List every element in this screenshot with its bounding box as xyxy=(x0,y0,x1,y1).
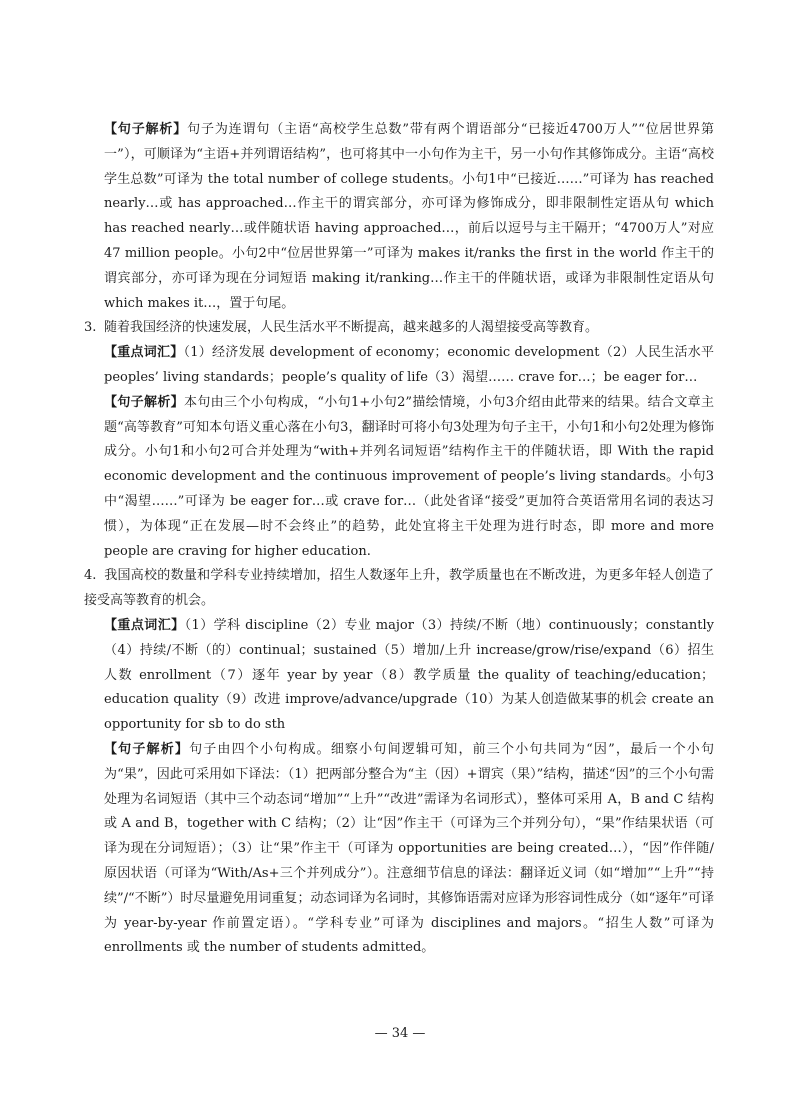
vocab-4 xyxy=(84,614,714,738)
vocab-text: （1）经济发展 development of economy；economic development（2）人民生活水平 peoples’ living standards；people’s quality of life（3）渴望…… crave for…；be eager for… xyxy=(104,345,714,385)
question-sentence: 随着我国经济的快速发展，人民生活水平不断提高，越来越多的人渴望接受高等教育。 xyxy=(104,320,599,336)
analysis-tag: 【句子解析】 xyxy=(104,122,188,137)
page-content xyxy=(84,118,714,961)
analysis-text: 本句由三个小句构成，“小句1+小句2”描绘情境，小句3介绍由此带来的结果。结合文章主题“高等教育”可知本句语义重心落在小句3，翻译时可将小句3处理为句子主干，小句1和小句2处理为修饰成分。小句1和小句2可合并处理为“with+并列名词短语”结构作主干的伴随状语，即 With the rapid economic development and the continuous improvement of people’s living standards。小句3中“渴望……”可译为 be eager for…或 crave for…（此处省译“接受”更加符合英语常用名词的表达习惯），为体现“正在发展—时不会终止”的趋势，此处宜将主干处理为进行时态，即 more and more people are craving for higher education. xyxy=(104,394,714,559)
question-number: 3. xyxy=(84,320,97,336)
analysis-4 xyxy=(84,738,714,961)
vocab-text: （1）学科 discipline（2）专业 major（3）持续/不断（地）continuously；constantly（4）持续/不断（的）continual；sustained（5）增加/上升 increase/grow/rise/expand（6）招生人数 enrollment（7）逐年 year by year（8）教学质量 the quality of teaching/education；education quality（9）改进 improve/advance/upgrade（10）为某人创造做某事的机会 create an opportunity for sb to do sth xyxy=(104,617,714,733)
vocab-tag: 【重点词汇】 xyxy=(104,617,185,633)
analysis-tag: 【句子解析】 xyxy=(104,394,184,410)
vocab-3 xyxy=(84,341,714,391)
analysis-text: 句子由四个小句构成。细察小句间逻辑可知，前三个小句共同为“因”，最后一个小句为“果”，因此可采用如下译法：（1）把两部分整合为“主（因）+谓宾（果）”结构，描述“因”的三个小句需处理为名词短语（其中三个动态词“增加”“上升”“改进”需译为名词形式），整体可采用 A，B and C 结构或 A and B，together with C 结构；（2）让“因”作主干（可译为三个并列分句），“果”作结果状语（可译为现在分词短语）；（3）让“果”作主干（可译为 opportunities are being created…），“因”作伴随/原因状语（可译为“With/As+三个并列成分”）。注意细节信息的译法：翻译近义词（如“增加”“上升”“持续”/“不断”）时尽量避免用词重复；动态词译为名词时，其修饰语需对应译为形容词性成分（如“逐年”可译为 year-by-year 作前置定语）。“学科专业”可译为 disciplines and majors。“招生人数”可译为 enrollments 或 the number of students admitted。 xyxy=(104,741,714,956)
analysis-tag: 【句子解析】 xyxy=(104,741,190,757)
question-3 xyxy=(84,316,714,341)
question-sentence: 我国高校的数量和学科专业持续增加，招生人数逐年上升，教学质量也在不断改进，为更多年轻人创造了接受高等教育的机会。 xyxy=(84,568,714,609)
vocab-tag: 【重点词汇】 xyxy=(104,345,184,361)
question-4 xyxy=(84,564,714,614)
analysis-3 xyxy=(84,391,714,565)
page-number: — 34 — xyxy=(374,1026,426,1041)
analysis-text: 句子为连谓句（主语“高校学生总数”带有两个谓语部分“已接近4700万人”“位居世界第一”），可顺译为“主语+并列谓语结构”，也可将其中一小句作为主干，另一小句作其修饰成分。主语“高校学生总数”可译为 the total number of college students。小句1中“已接近……”可译为 has reached nearly…或 has approached…作主干的谓宾部分，亦可译为修饰成分，即非限制性定语从句 which has reached nearly…或伴随状语 having approached…，前后以逗号与主干隔开；“4700万人”对应47 million people。小句2中“位居世界第一”可译为 makes it/ranks the first in the world 作主干的谓宾部分，亦可译为现在分词短语 making it/ranking…作主干的伴随状语，或译为非限制性定语从句 which makes it…，置于句尾。 xyxy=(104,122,714,311)
paragraph-analysis-2 xyxy=(84,118,714,316)
question-number: 4. xyxy=(84,568,97,584)
